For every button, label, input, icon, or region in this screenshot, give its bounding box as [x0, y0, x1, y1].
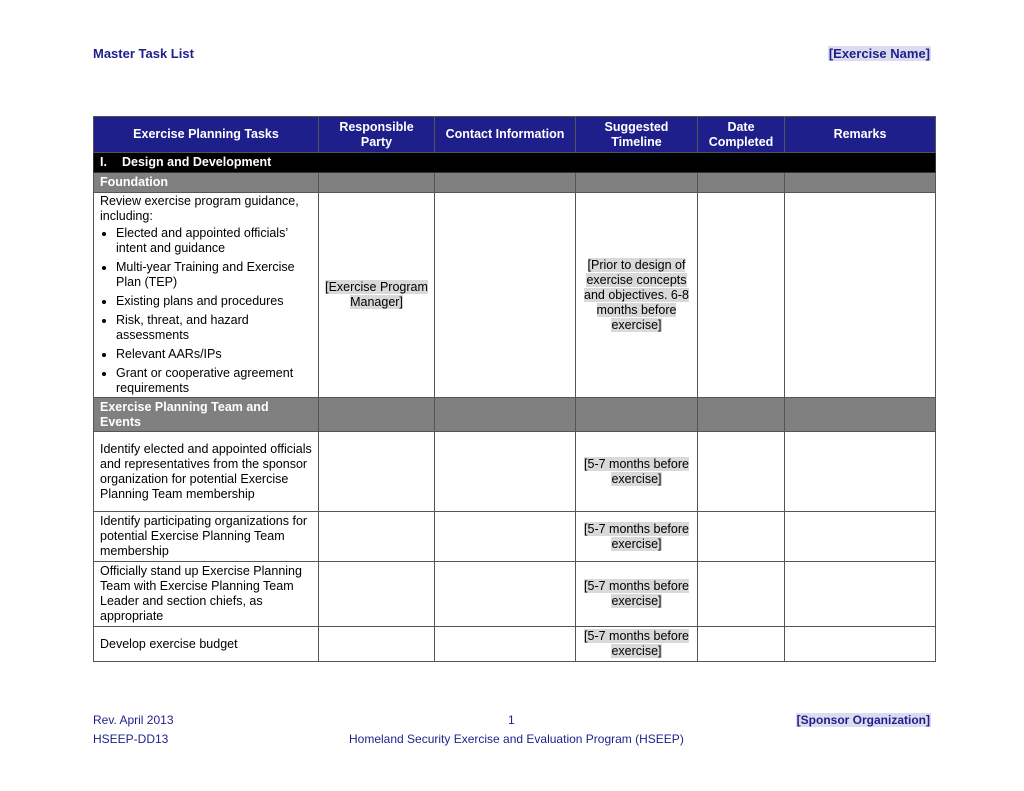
- task-cell[interactable]: Officially stand up Exercise Planning Team with Exercise Planning Team Leader and section chiefs, as appropriate: [94, 562, 319, 627]
- table-row: [94, 432, 936, 512]
- date-completed-cell[interactable]: [698, 193, 785, 398]
- remarks-cell[interactable]: [785, 193, 936, 398]
- responsible-cell[interactable]: [319, 562, 435, 627]
- date-completed-cell[interactable]: [698, 562, 785, 627]
- table-header-row: [94, 117, 936, 153]
- contact-cell[interactable]: [435, 512, 576, 562]
- master-task-table: [93, 116, 936, 662]
- task-cell[interactable]: Identify elected and appointed officials and representatives from the sponsor organization for potential Exercise Planning Team membership: [94, 432, 319, 512]
- footer-page-number: 1: [508, 713, 515, 727]
- timeline-cell[interactable]: [576, 512, 698, 562]
- table-row: [94, 512, 936, 562]
- suggested-timeline: [5-7 months before exercise]: [584, 579, 689, 608]
- suggested-timeline: [Prior to design of exercise concepts and objectives. 6-8 months before exercise]: [584, 257, 689, 332]
- sponsor-organization-field[interactable]: [Sponsor Organization]: [796, 713, 930, 727]
- list-item: • Elected and appointed officials’ intent and guidance: [116, 226, 312, 256]
- contact-cell[interactable]: [435, 627, 576, 662]
- responsible-cell[interactable]: [319, 627, 435, 662]
- col-header-remarks: Remarks: [785, 117, 936, 153]
- subsection-row: [94, 173, 936, 193]
- list-item: • Grant or cooperative agreement requirements: [116, 366, 312, 396]
- list-item: • Relevant AARs/IPs: [116, 347, 312, 362]
- task-intro: Review exercise program guidance, including:: [100, 194, 299, 223]
- contact-cell[interactable]: [435, 432, 576, 512]
- footer-program-name: Homeland Security Exercise and Evaluation Program (HSEEP): [349, 732, 684, 746]
- list-item: • Existing plans and procedures: [116, 294, 312, 309]
- responsible-cell[interactable]: [319, 512, 435, 562]
- timeline-cell[interactable]: [576, 627, 698, 662]
- table-row: [94, 562, 936, 627]
- timeline-cell[interactable]: [576, 432, 698, 512]
- footer-revision: Rev. April 2013: [93, 713, 174, 727]
- task-cell[interactable]: Identify participating organizations for potential Exercise Planning Team membership: [94, 512, 319, 562]
- responsible-cell[interactable]: [319, 432, 435, 512]
- task-cell[interactable]: Develop exercise budget: [94, 627, 319, 662]
- suggested-timeline: [5-7 months before exercise]: [584, 629, 689, 658]
- col-header-timeline: Suggested Timeline: [576, 117, 698, 153]
- list-item: • Multi-year Training and Exercise Plan (TEP): [116, 260, 312, 290]
- contact-cell[interactable]: [435, 193, 576, 398]
- remarks-cell[interactable]: [785, 512, 936, 562]
- contact-cell[interactable]: [435, 562, 576, 627]
- suggested-timeline: [5-7 months before exercise]: [584, 521, 689, 551]
- date-completed-cell[interactable]: [698, 627, 785, 662]
- col-header-contact: Contact Information: [435, 117, 576, 153]
- table-row: [94, 193, 936, 398]
- page-title: Master Task List: [93, 46, 194, 61]
- remarks-cell[interactable]: [785, 627, 936, 662]
- timeline-cell[interactable]: [576, 193, 698, 398]
- subsection-foundation: Foundation: [94, 173, 319, 193]
- section-number: I.: [100, 155, 107, 169]
- remarks-cell[interactable]: [785, 562, 936, 627]
- table-row: [94, 627, 936, 662]
- date-completed-cell[interactable]: [698, 512, 785, 562]
- col-header-tasks: Exercise Planning Tasks: [94, 117, 319, 153]
- subsection-row: [94, 398, 936, 432]
- col-header-responsible: Responsible Party: [319, 117, 435, 153]
- section-label: Design and Development: [122, 155, 272, 169]
- list-item: • Risk, threat, and hazard assessments: [116, 313, 312, 343]
- footer-doc-id: HSEEP-DD13: [93, 732, 169, 746]
- suggested-timeline: [5-7 months before exercise]: [584, 456, 689, 486]
- responsible-cell[interactable]: [319, 193, 435, 398]
- timeline-cell[interactable]: [576, 562, 698, 627]
- exercise-name-field[interactable]: [Exercise Name]: [828, 46, 930, 61]
- task-cell[interactable]: [94, 193, 319, 398]
- responsible-party: [Exercise Program Manager]: [325, 280, 428, 309]
- section-row: [94, 153, 936, 173]
- section-title: [94, 153, 936, 173]
- guidance-list: [100, 226, 312, 396]
- remarks-cell[interactable]: [785, 432, 936, 512]
- col-header-date-completed: Date Completed: [698, 117, 785, 153]
- date-completed-cell[interactable]: [698, 432, 785, 512]
- subsection-planning-team: Exercise Planning Team and Events: [94, 398, 319, 432]
